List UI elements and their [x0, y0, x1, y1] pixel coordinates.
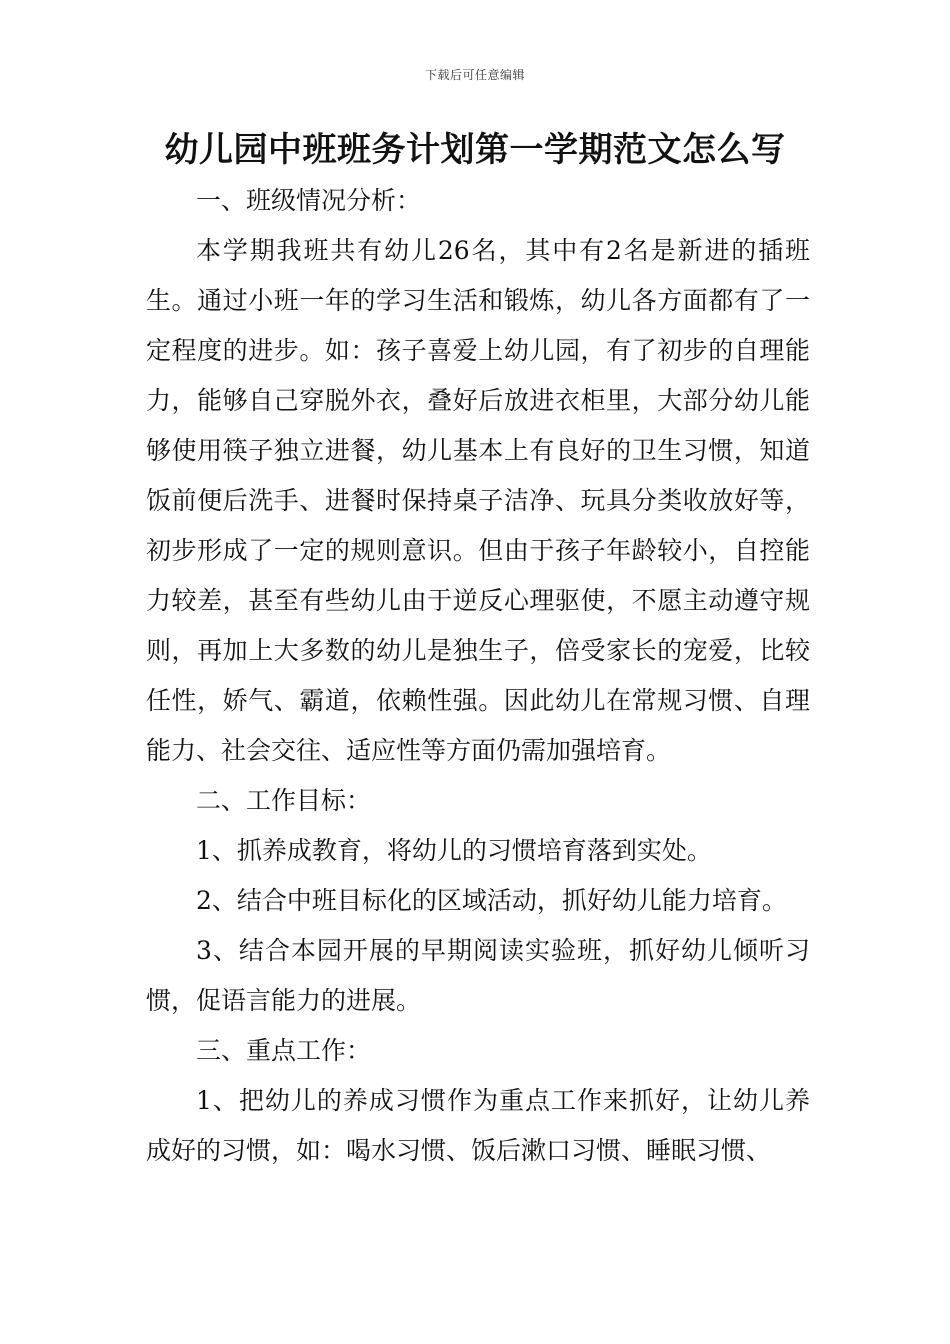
document-body — [146, 176, 810, 1176]
key-work-item-1: 1、把幼儿的养成习惯作为重点工作来抓好，让幼儿养成好的习惯，如：喝水习惯、饭后漱口习惯、睡眠习惯、 — [146, 1086, 810, 1165]
goal-item-1: 1、抓养成教育，将幼儿的习惯培育落到实处。 — [196, 836, 712, 865]
section-heading-3: 三、重点工作： — [196, 1036, 372, 1065]
header-note: 下载后可任意编辑 — [424, 68, 525, 82]
section-heading-2: 二、工作目标： — [196, 786, 372, 815]
goal-item-2: 2、结合中班目标化的区域活动，抓好幼儿能力培育。 — [196, 886, 787, 915]
document-title: 幼儿园中班班务计划第一学期范文怎么写 — [164, 130, 786, 170]
section-heading-1: 一、班级情况分析： — [196, 186, 422, 215]
goal-item-3: 3、结合本园开展的早期阅读实验班，抓好幼儿倾听习惯，促语言能力的进展。 — [146, 936, 810, 1015]
paragraph-class-analysis: 本学期我班共有幼儿26名，其中有2名是新进的插班生。通过小班一年的学习生活和锻炼，幼儿各方面都有了一定程度的进步。如：孩子喜爱上幼儿园，有了初步的自理能力，能够自己穿脱外衣，叠好后放进衣柜里，大部分幼儿能够使用筷子独立进餐，幼儿基本上有良好的卫生习惯，知道饭前便后洗手、进餐时保持桌子洁净、玩具分类收放好等，初步形成了一定的规则意识。但由于孩子年龄较小，自控能力较差，甚至有些幼儿由于逆反心理驱使，不愿主动遵守规则，再加上大多数的幼儿是独生子，倍受家长的宠爱，比较任性，娇气、霸道，依赖性强。因此幼儿在常规习惯、自理能力、社会交往、适应性等方面仍需加强培育。 — [146, 236, 810, 765]
